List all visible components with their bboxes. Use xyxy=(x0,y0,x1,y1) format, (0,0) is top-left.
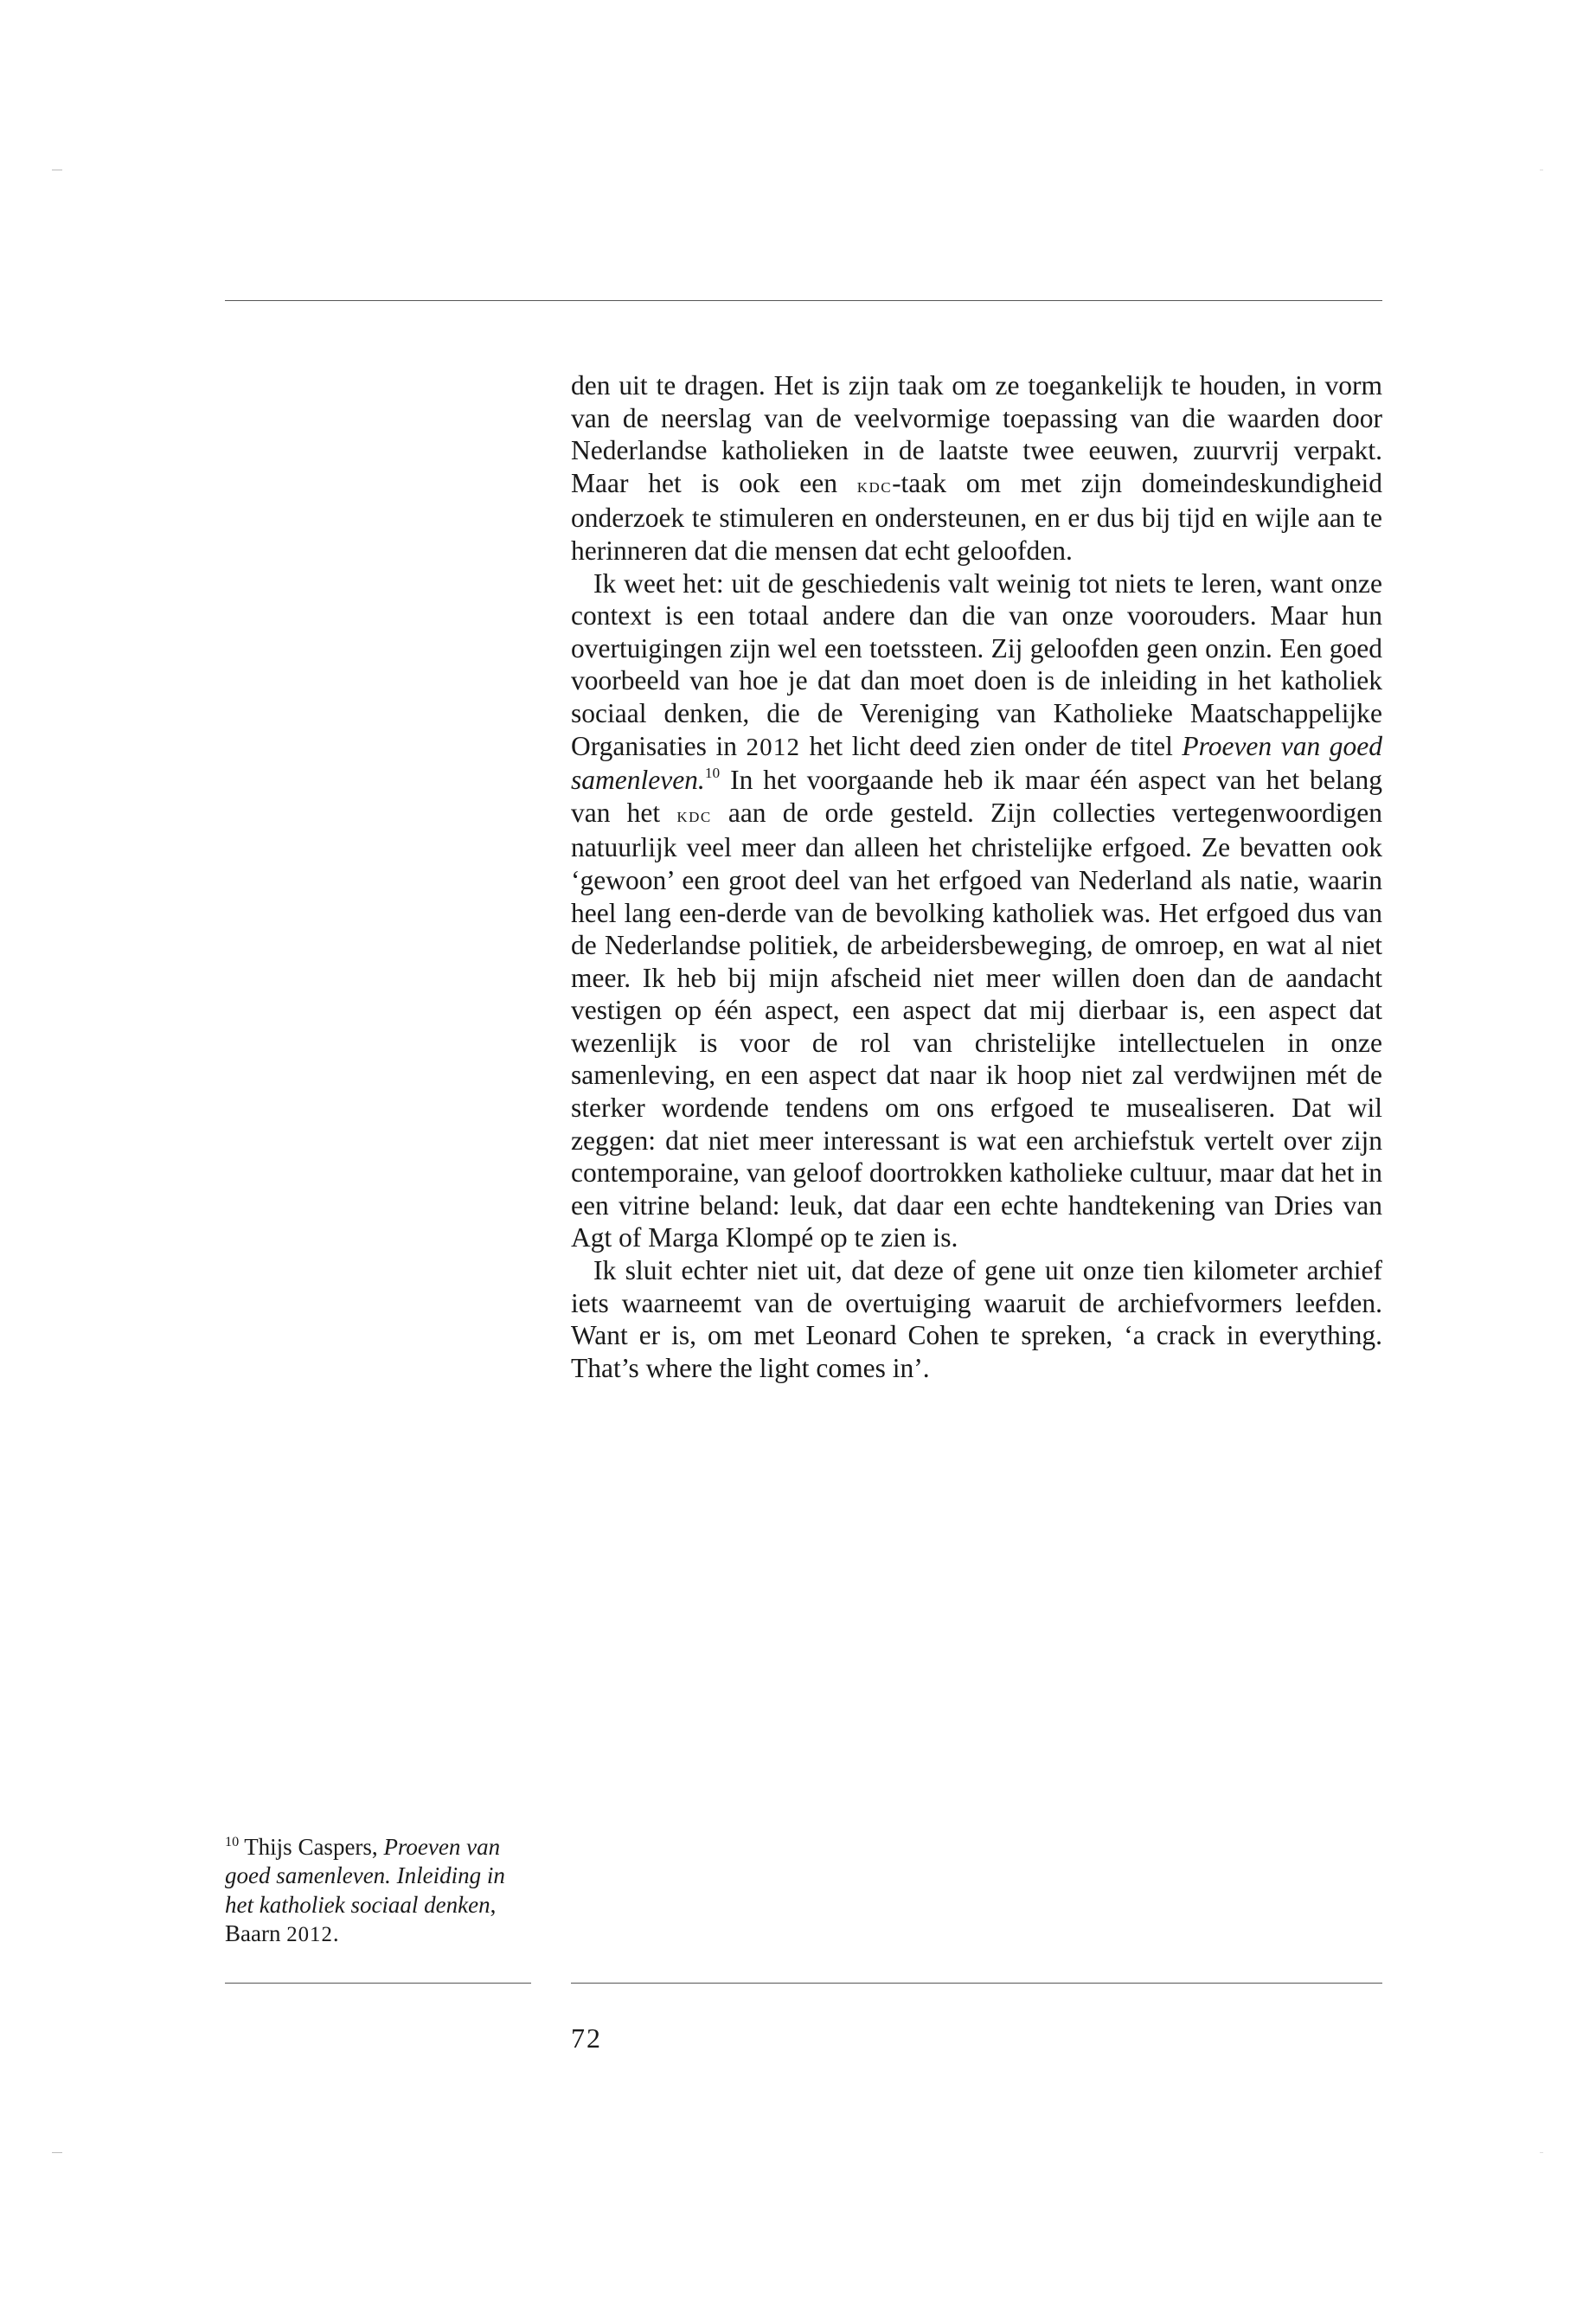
paragraph xyxy=(571,1254,1382,1384)
text-run: aan de orde gesteld. Zijn collecties vertegenwoordigen natuurlijk veel meer dan alleen het christelijke erfgoed. Ze bevatten ook ‘gewoon’ een groot deel van het erfgoed van Nederland als natie, waarin heel lang een-derde van de bevolking katholiek was. Het erfgoed dus van de Nederlandse politiek, de arbeidersbeweging, de omroep, en wat al niet meer. Ik heb bij mijn afscheid niet meer willen doen dan de aandacht vestigen op één aspect, een aspect dat mij dierbaar is, een aspect dat wezenlijk is voor de rol van christelijke intellectuelen in onze samenleving, en een aspect dat naar ik hoop niet zal verdwijnen mét de sterker wordende tendens om ons erfgoed te musealiseren. Dat wil zeggen: dat niet meer interessant is wat een archiefstuk vertelt over zijn contemporaine, van geloof doortrokken katholieke cultuur, maar dat het in een vitrine beland: leuk, dat daar een echte handtekening van Dries van Agt of Marga Klompé op te zien is. xyxy=(571,797,1383,1253)
paragraph xyxy=(571,567,1382,1254)
text-run: -taak om met zijn domeindeskundigheid onderzoek te stimuleren en ondersteunen, en er dus bij tijd en wijle aan te herinneren dat die mensen dat echt geloofden. xyxy=(571,467,1382,566)
acronym: kdc xyxy=(856,473,893,497)
year: 2012 xyxy=(286,1923,333,1947)
italic-title: Proeven van goed samenleven. xyxy=(571,730,1382,796)
page-number: 72 xyxy=(571,2022,602,2054)
text-run: Ik sluit echter niet uit, dat deze of gene uit onze tien kilometer archief iets waarneemt van de overtuiging waaruit de archiefvormers leefden. Want er is, om met Leonard Cohen te spreken, ‘a crack in everything. That’s where the light comes in’. xyxy=(571,1255,1382,1383)
footnote-rule xyxy=(225,1983,531,1984)
footnote-number: 10 xyxy=(225,1834,240,1849)
text-run: In het voorgaande heb ik maar één aspect van het belang van het xyxy=(571,765,1382,828)
acronym: kdc xyxy=(676,803,712,827)
footnote-reference: 10 xyxy=(704,765,721,782)
text-run: Thijs Caspers, xyxy=(244,1833,384,1860)
text-run: het licht deed zien onder de titel xyxy=(800,730,1183,761)
crop-mark-bottom-right xyxy=(1540,2152,1543,2153)
text-run: den uit te dragen. Het is zijn taak om ze toegankelijk te houden, in vorm van de neerslag van de veelvormige toepassing van die waarden door Nederlandse katholieken in de laatste twee eeuwen, zuurvrij verpakt. Maar het is ook een xyxy=(571,370,1382,498)
footnote-text xyxy=(225,1834,505,1947)
text-run: . xyxy=(332,1920,339,1947)
footnote xyxy=(225,1828,536,1950)
text-run: , Baarn xyxy=(225,1891,497,1947)
footer-rule xyxy=(571,1983,1382,1984)
body-text xyxy=(571,369,1382,1384)
text-run: Ik weet het: uit de geschiedenis valt weinig tot niets te leren, want onze context is een totaal andere dan die van onze voorouders. Maar hun overtuigingen zijn wel een toetssteen. Zij geloofden geen onzin. Een goed voorbeeld van hoe je dat dan moet doen is de inleiding in het katholiek sociaal denken, die de Vereniging van Katholieke Maatschappelijke Organisaties in xyxy=(571,567,1382,761)
paragraph xyxy=(571,369,1382,567)
year: 2012 xyxy=(746,733,801,761)
italic-title: Proeven van goed samenleven. Inleiding in het katholiek sociaal denken xyxy=(225,1833,505,1918)
crop-mark-bottom-left xyxy=(52,2152,62,2153)
header-rule xyxy=(225,300,1382,301)
